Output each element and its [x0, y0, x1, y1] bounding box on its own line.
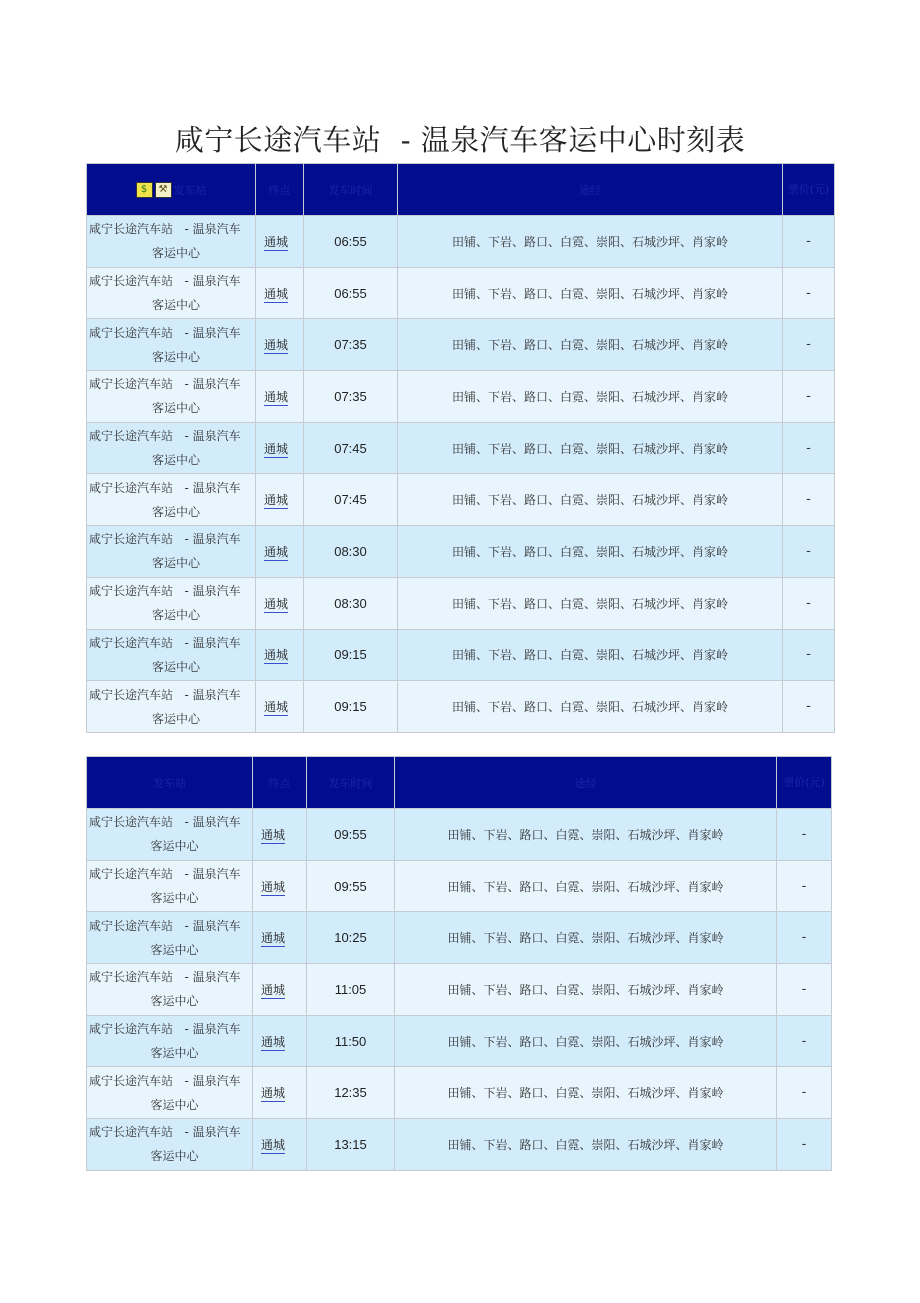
via-stops-cell: 田铺、下岩、路口、白霓、崇阳、石城沙坪、肖家岭: [398, 371, 783, 423]
depart-time-cell: 09:55: [307, 809, 395, 861]
table-row: [87, 964, 832, 1016]
destination-link[interactable]: 通城: [264, 648, 289, 663]
table-row: [87, 474, 835, 526]
station-name-line2: 客运中心: [150, 994, 199, 1009]
header-destination: [256, 164, 304, 216]
via-stops-cell: 田铺、下岩、路口、白霓、崇阳、石城沙坪、肖家岭: [395, 860, 777, 912]
via-stops-cell: 田铺、下岩、路口、白霓、崇阳、石城沙坪、肖家岭: [398, 422, 783, 474]
depart-time-cell: 07:35: [304, 371, 398, 423]
via-stops-cell: 田铺、下岩、路口、白霓、崇阳、石城沙坪、肖家岭: [395, 964, 777, 1016]
price-cell: -: [777, 809, 832, 861]
destination-cell: [256, 422, 304, 474]
price-cell: -: [777, 860, 832, 912]
via-stops-cell: 田铺、下岩、路口、白霓、崇阳、石城沙坪、肖家岭: [398, 577, 783, 629]
table-row: [87, 267, 835, 319]
destination-cell: [256, 474, 304, 526]
station-name-line1: 咸宁长途汽车站 - 温泉汽车: [89, 480, 241, 495]
station-name-line2: 客运中心: [151, 711, 200, 726]
station-name-line1: 咸宁长途汽车站 - 温泉汽车: [89, 325, 241, 340]
table-row: [87, 216, 835, 268]
station-name-line2: 客运中心: [151, 453, 200, 468]
station-cell: [87, 474, 256, 526]
destination-link[interactable]: 通城: [261, 931, 286, 946]
via-stops-cell: 田铺、下岩、路口、白霓、崇阳、石城沙坪、肖家岭: [398, 267, 783, 319]
price-cell: -: [783, 267, 835, 319]
destination-link[interactable]: 通城: [264, 338, 289, 353]
depart-time-cell: 07:45: [304, 422, 398, 474]
station-cell: [87, 809, 253, 861]
route-icon: ⚒: [155, 182, 172, 198]
station-name-line2: 客运中心: [150, 1149, 199, 1164]
via-stops-cell: 田铺、下岩、路口、白霓、崇阳、石城沙坪、肖家岭: [398, 526, 783, 578]
header-price: [783, 164, 835, 216]
station-name-line2: 客运中心: [151, 349, 200, 364]
price-cell: -: [783, 629, 835, 681]
destination-link[interactable]: 通城: [261, 879, 286, 894]
destination-cell: [256, 371, 304, 423]
destination-link[interactable]: 通城: [264, 234, 289, 249]
via-stops-cell: 田铺、下岩、路口、白霓、崇阳、石城沙坪、肖家岭: [395, 1015, 777, 1067]
depart-time-cell: 06:55: [304, 267, 398, 319]
destination-link[interactable]: 通城: [264, 286, 289, 301]
header-depart-time: [304, 164, 398, 216]
destination-cell: [256, 629, 304, 681]
station-cell: [87, 912, 253, 964]
page-title: 咸宁长途汽车站 - 温泉汽车客运中心时刻表: [174, 123, 746, 157]
price-cell: -: [783, 681, 835, 733]
price-cell: -: [777, 1067, 832, 1119]
table-row: [87, 809, 832, 861]
table-row: [87, 912, 832, 964]
header-destination-label: 终点: [268, 776, 291, 790]
via-stops-cell: 田铺、下岩、路口、白霓、崇阳、石城沙坪、肖家岭: [398, 629, 783, 681]
depart-time-cell: 07:35: [304, 319, 398, 371]
header-price: [777, 757, 832, 809]
destination-cell: [253, 1015, 307, 1067]
station-name-line1: 咸宁长途汽车站 - 温泉汽车: [89, 867, 241, 882]
via-stops-cell: 田铺、下岩、路口、白霓、崇阳、石城沙坪、肖家岭: [398, 474, 783, 526]
header-station: [87, 757, 253, 809]
depart-time-cell: 09:55: [307, 860, 395, 912]
table-header-row: [87, 164, 835, 216]
station-name-line1: 咸宁长途汽车站 - 温泉汽车: [89, 970, 241, 985]
destination-link[interactable]: 通城: [264, 389, 289, 404]
destination-cell: [253, 964, 307, 1016]
depart-time-cell: 07:45: [304, 474, 398, 526]
table-row: [87, 1015, 832, 1067]
destination-cell: [256, 577, 304, 629]
station-name-line2: 客运中心: [151, 504, 200, 519]
station-cell: [87, 964, 253, 1016]
table-row: [87, 577, 835, 629]
station-name-line1: 咸宁长途汽车站 - 温泉汽车: [89, 222, 241, 237]
station-cell: [87, 860, 253, 912]
destination-cell: [253, 1119, 307, 1171]
header-station-label: 发车站: [173, 183, 207, 197]
header-via: [398, 164, 783, 216]
station-name-line1: 咸宁长途汽车站 - 温泉汽车: [89, 1125, 241, 1140]
depart-time-cell: 06:55: [304, 216, 398, 268]
station-name-line2: 客运中心: [151, 298, 200, 313]
price-cell: -: [777, 1015, 832, 1067]
depart-time-cell: 13:15: [307, 1119, 395, 1171]
station-cell: [87, 319, 256, 371]
destination-link[interactable]: 通城: [264, 441, 289, 456]
destination-cell: [253, 912, 307, 964]
header-depart-time: [307, 757, 395, 809]
table-row: [87, 371, 835, 423]
via-stops-cell: 田铺、下岩、路口、白霓、崇阳、石城沙坪、肖家岭: [395, 809, 777, 861]
station-name-line2: 客运中心: [150, 1097, 199, 1112]
station-cell: [87, 681, 256, 733]
table-row: [87, 1119, 832, 1171]
destination-cell: [253, 809, 307, 861]
destination-link[interactable]: 通城: [261, 1086, 286, 1101]
via-stops-cell: 田铺、下岩、路口、白霓、崇阳、石城沙坪、肖家岭: [395, 1119, 777, 1171]
station-name-line1: 咸宁长途汽车站 - 温泉汽车: [89, 687, 241, 702]
header-via: [395, 757, 777, 809]
station-name-line1: 咸宁长途汽车站 - 温泉汽车: [89, 918, 241, 933]
destination-cell: [253, 860, 307, 912]
price-cell: -: [783, 422, 835, 474]
station-name-line2: 客运中心: [150, 942, 199, 957]
depart-time-cell: 10:25: [307, 912, 395, 964]
via-stops-cell: 田铺、下岩、路口、白霓、崇阳、石城沙坪、肖家岭: [398, 319, 783, 371]
via-stops-cell: 田铺、下岩、路口、白霓、崇阳、石城沙坪、肖家岭: [398, 681, 783, 733]
header-price-label: 票价(元): [787, 182, 830, 196]
station-name-line1: 咸宁长途汽车站 - 温泉汽车: [89, 1022, 241, 1037]
destination-link[interactable]: 通城: [261, 1137, 286, 1152]
depart-time-cell: 11:50: [307, 1015, 395, 1067]
station-name-line2: 客运中心: [150, 1046, 199, 1061]
station-name-line1: 咸宁长途汽车站 - 温泉汽车: [89, 274, 241, 289]
table-row: [87, 860, 832, 912]
header-via-label: 途经: [574, 776, 597, 790]
station-name-line2: 客运中心: [151, 556, 200, 571]
depart-time-cell: 09:15: [304, 681, 398, 733]
via-stops-cell: 田铺、下岩、路口、白霓、崇阳、石城沙坪、肖家岭: [395, 912, 777, 964]
bus-icon: $: [136, 182, 153, 198]
station-name-line2: 客运中心: [151, 246, 200, 261]
price-cell: -: [783, 371, 835, 423]
destination-cell: [256, 267, 304, 319]
destination-cell: [256, 526, 304, 578]
price-cell: -: [777, 1119, 832, 1171]
station-cell: [87, 422, 256, 474]
destination-link[interactable]: 通城: [261, 982, 286, 997]
station-cell: [87, 526, 256, 578]
depart-time-cell: 12:35: [307, 1067, 395, 1119]
destination-link[interactable]: 通城: [264, 544, 289, 559]
destination-cell: [256, 319, 304, 371]
depart-time-cell: 08:30: [304, 526, 398, 578]
station-name-line1: 咸宁长途汽车站 - 温泉汽车: [89, 584, 241, 599]
destination-cell: [256, 216, 304, 268]
destination-link[interactable]: 通城: [264, 493, 289, 508]
station-name-line1: 咸宁长途汽车站 - 温泉汽车: [89, 377, 241, 392]
depart-time-cell: 11:05: [307, 964, 395, 1016]
table-row: [87, 1067, 832, 1119]
schedule-table-1: [86, 163, 835, 733]
destination-link[interactable]: 通城: [261, 1034, 286, 1049]
schedule-table-2: [86, 756, 832, 1171]
header-station: [87, 164, 256, 216]
depart-time-cell: 09:15: [304, 629, 398, 681]
price-cell: -: [783, 474, 835, 526]
destination-link[interactable]: 通城: [264, 700, 289, 715]
station-cell: [87, 1119, 253, 1171]
table-row: [87, 319, 835, 371]
station-cell: [87, 1067, 253, 1119]
destination-link[interactable]: 通城: [261, 827, 286, 842]
header-destination: [253, 757, 307, 809]
station-cell: [87, 267, 256, 319]
destination-cell: [256, 681, 304, 733]
price-cell: -: [783, 577, 835, 629]
header-destination-label: 终点: [268, 183, 291, 197]
price-cell: -: [777, 912, 832, 964]
station-name-line2: 客运中心: [150, 891, 199, 906]
header-depart-time-label: 发车时间: [328, 776, 373, 790]
via-stops-cell: 田铺、下岩、路口、白霓、崇阳、石城沙坪、肖家岭: [395, 1067, 777, 1119]
station-name-line2: 客运中心: [151, 401, 200, 416]
station-name-line1: 咸宁长途汽车站 - 温泉汽车: [89, 429, 241, 444]
price-cell: -: [783, 526, 835, 578]
price-cell: -: [783, 319, 835, 371]
station-cell: [87, 577, 256, 629]
header-station-label: 发车站: [153, 776, 186, 790]
station-cell: [87, 216, 256, 268]
header-depart-time-label: 发车时间: [328, 183, 373, 197]
table-header-row: [87, 757, 832, 809]
header-price-label: 票价(元): [783, 775, 825, 789]
station-name-line1: 咸宁长途汽车站 - 温泉汽车: [89, 532, 241, 547]
table-row: [87, 629, 835, 681]
station-name-line1: 咸宁长途汽车站 - 温泉汽车: [89, 815, 241, 830]
price-cell: -: [783, 216, 835, 268]
station-name-line1: 咸宁长途汽车站 - 温泉汽车: [89, 1073, 241, 1088]
table-row: [87, 681, 835, 733]
destination-cell: [253, 1067, 307, 1119]
station-name-line2: 客运中心: [151, 659, 200, 674]
station-cell: [87, 371, 256, 423]
destination-link[interactable]: 通城: [264, 596, 289, 611]
station-cell: [87, 629, 256, 681]
price-cell: -: [777, 964, 832, 1016]
table-row: [87, 422, 835, 474]
station-name-line2: 客运中心: [150, 839, 199, 854]
station-cell: [87, 1015, 253, 1067]
header-via-label: 途经: [579, 183, 601, 197]
depart-time-cell: 08:30: [304, 577, 398, 629]
station-name-line1: 咸宁长途汽车站 - 温泉汽车: [89, 635, 241, 650]
station-name-line2: 客运中心: [151, 608, 200, 623]
via-stops-cell: 田铺、下岩、路口、白霓、崇阳、石城沙坪、肖家岭: [398, 216, 783, 268]
table-row: [87, 526, 835, 578]
